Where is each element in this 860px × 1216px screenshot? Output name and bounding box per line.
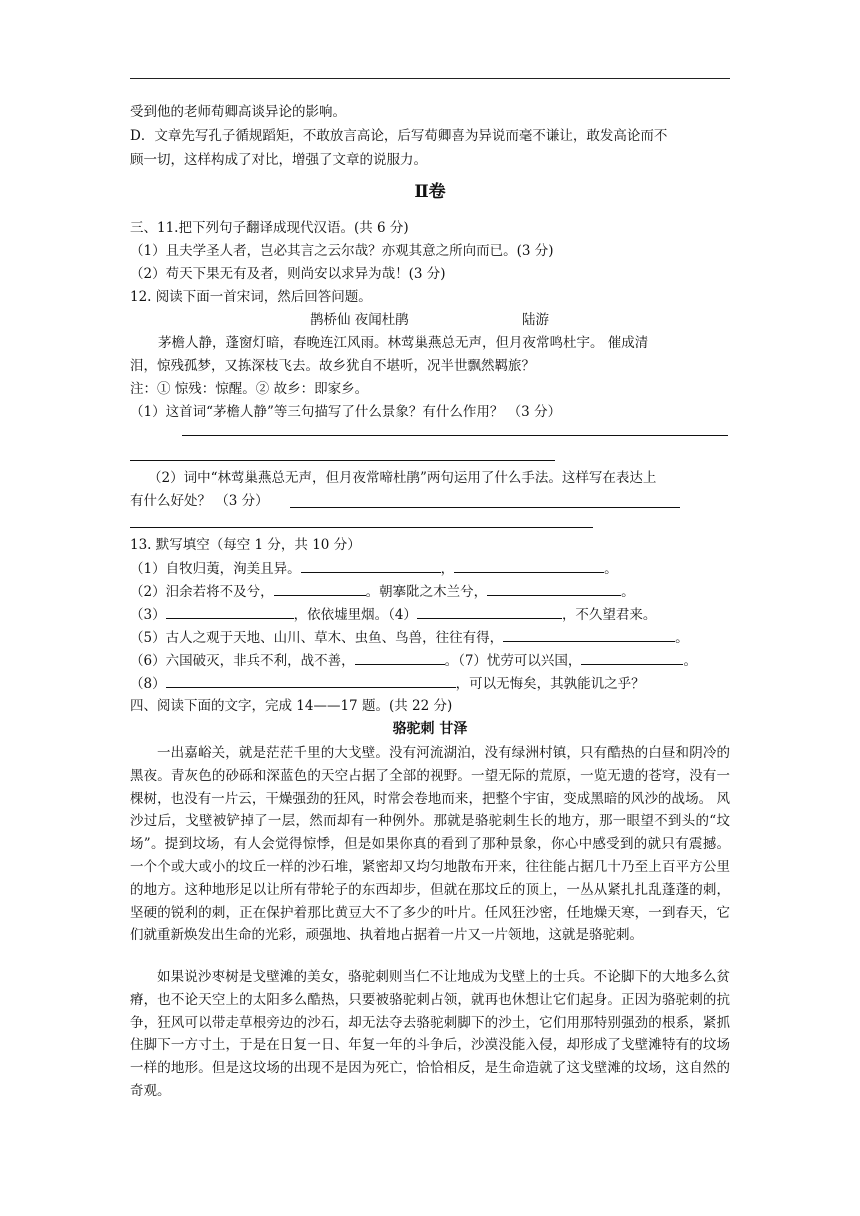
q13-text: 。（7）忧劳可以兴国， <box>444 653 582 669</box>
header-rule <box>130 78 730 79</box>
blank-field[interactable] <box>274 581 366 596</box>
section-4-heading: 四、阅读下面的文字，完成 14——17 题。(共 22 分) <box>130 698 453 714</box>
poem-line-2: 泪，惊残孤梦，又拣深枝飞去。故乡犹自不堪听，况半世飘然羁旅？ <box>130 358 535 374</box>
blank-field[interactable] <box>503 627 675 642</box>
q13-text: ，可以无悔矣，其孰能讥之乎？ <box>455 676 645 692</box>
poem-line-1: 茅檐人静，蓬窗灯暗，春晚连江风雨。林莺巢燕总无声，但月夜常鸣杜宇。 催成清 <box>158 335 649 351</box>
q12-question-2-line-2: 有什么好处？ （3 分） <box>130 493 269 509</box>
q12-heading: 12. 阅读下面一首宋词，然后回答问题。 <box>130 289 372 305</box>
blank-field[interactable] <box>355 650 445 665</box>
blank-field[interactable] <box>454 558 604 573</box>
q11-sentence-2: （2）苟天下果无有及者，则尚安以求异为哉！(3 分) <box>130 266 446 282</box>
poem-title: 鹊桥仙 夜闻杜鹃 <box>310 312 409 328</box>
article-title: 骆驼刺 甘泽 <box>392 721 468 737</box>
poem-note: 注：① 惊残：惊醒。② 故乡：即家乡。 <box>130 381 369 397</box>
q13-text: ， <box>440 561 455 577</box>
blank-field[interactable] <box>301 558 441 573</box>
poem-author: 陆游 <box>522 312 549 328</box>
q12-question-2-line-1: （2）词中“林莺巢燕总无声，但月夜常啼杜鹃”两句运用了什么手法。这样写在表达上 <box>148 470 657 486</box>
q13-item-8 <box>130 673 730 694</box>
article-paragraph-2: 如果说沙枣树是戈壁滩的美女，骆驼刺则当仁不让地成为戈壁上的士兵。不论脚下的大地多么贫瘠，也不论天空上的太阳多么酷热，只要被骆驼刺占领，就再也休想让它们起身。正因为骆驼刺的抗争，狂风可以带走草根旁边的沙石，却无法夺去骆驼刺脚下的沙土，它们用那特别强劲的根系，紧抓住脚下一方寸土，于是在日复一日、年复一年的斗争后，沙漠没能入侵，却形成了戈壁滩特有的坟场一样的地形。但是这坟场的出现不是因为死亡，恰恰相反，是生命造就了这戈壁滩的坟场，这自然的奇观。 <box>130 969 730 1099</box>
blank-field[interactable] <box>581 650 683 665</box>
answer-line[interactable] <box>130 460 555 461</box>
q13-text: ，不久望君来。 <box>561 607 657 623</box>
q13-text: ，依依墟里烟。（4） <box>293 607 417 623</box>
q13-text: （5）古人之观于天地、山川、草木、虫鱼、鸟兽，往往有得， <box>130 630 504 646</box>
answer-line[interactable] <box>290 507 680 508</box>
q13-item-6-7 <box>130 650 730 671</box>
q11-sentence-1: （1）且夫学圣人者，岂必其言之云尔哉？亦观其意之所向而已。(3 分) <box>130 243 554 259</box>
q13-text: 。 <box>621 584 635 600</box>
q13-item-1 <box>130 558 730 579</box>
blank-field[interactable] <box>166 604 294 619</box>
q13-text: （2）汨余若将不及兮， <box>130 584 274 600</box>
q13-text: （1）自牧归荑，洵美且异。 <box>130 561 301 577</box>
q13-text: （3） <box>130 607 166 623</box>
q13-item-2 <box>130 581 730 602</box>
blank-field[interactable] <box>166 673 456 688</box>
blank-field[interactable] <box>417 604 562 619</box>
blank-field[interactable] <box>487 581 621 596</box>
answer-line[interactable] <box>182 435 728 436</box>
option-d-line-1: D．文章先写孔子循规蹈矩，不敢放言高论，后写荀卿喜为异说而毫不谦让，敢发高论而不 <box>130 128 668 144</box>
article-paragraph-1: 一出嘉峪关，就是茫茫千里的大戈壁。没有河流湖泊，没有绿洲村镇，只有酷热的白昼和阴冷的黑夜。青灰色的砂砾和深蓝色的天空占据了全部的视野。一望无际的荒原，一览无遗的苍穹，没有一棵树，也没有一片云，干燥强劲的狂风，时常会卷地而来，把整个宇宙，变成黑暗的风沙的战场。 风沙过后，戈壁被铲掉了一层，然而却有一种例外。那就是骆驼刺生长的地方，那一眼望不到头的“坟场”。提到坟场，有人会觉得惊悸，但是如果你真的看到了那种景象，你心中感受到的就只有震撼。一个个或大或小的坟丘一样的沙石堆，紧密却又均匀地散布开来，往往能占据几十乃至上百平方公里的地方。这种地形足以让所有带轮子的东西却步，但就在那坟丘的顶上，一丛从紧扎扎乱蓬蓬的刺，坚硬的锐利的刺，正在保护着那比黄豆大不了多少的叶片。任风狂沙密，任地燥天寒，一到春天，它们就重新焕发出生命的光彩，顽强地、执着地占据着一片又一片领地，这就是骆驼刺。 <box>130 745 730 944</box>
q13-heading: 13. 默写填空（每空 1 分，共 10 分） <box>130 537 361 553</box>
q12-question-1: （1）这首词“茅檐人静”等三句描写了什么景象？有什么作用？ （3 分） <box>130 404 562 420</box>
option-d-line-2: 顾一切，这样构成了对比，增强了文章的说服力。 <box>130 152 427 168</box>
q11-heading: 三、11.把下列句子翻译成现代汉语。(共 6 分) <box>130 220 409 236</box>
q13-text: 。 <box>683 653 697 669</box>
q13-text: 。 <box>675 630 689 646</box>
q13-text: （6）六国破灭，非兵不利，战不善， <box>130 653 355 669</box>
q13-text: 。 <box>604 561 618 577</box>
q13-text: 。朝搴阰之木兰兮， <box>365 584 488 600</box>
q13-item-3-4 <box>130 604 730 625</box>
answer-line[interactable] <box>130 527 593 528</box>
q13-item-5 <box>130 627 730 648</box>
section-2-title: Ⅱ卷 <box>414 182 446 202</box>
text-line: 受到他的老师荀卿高谈异论的影响。 <box>130 104 346 120</box>
q13-text: （8） <box>130 676 166 692</box>
